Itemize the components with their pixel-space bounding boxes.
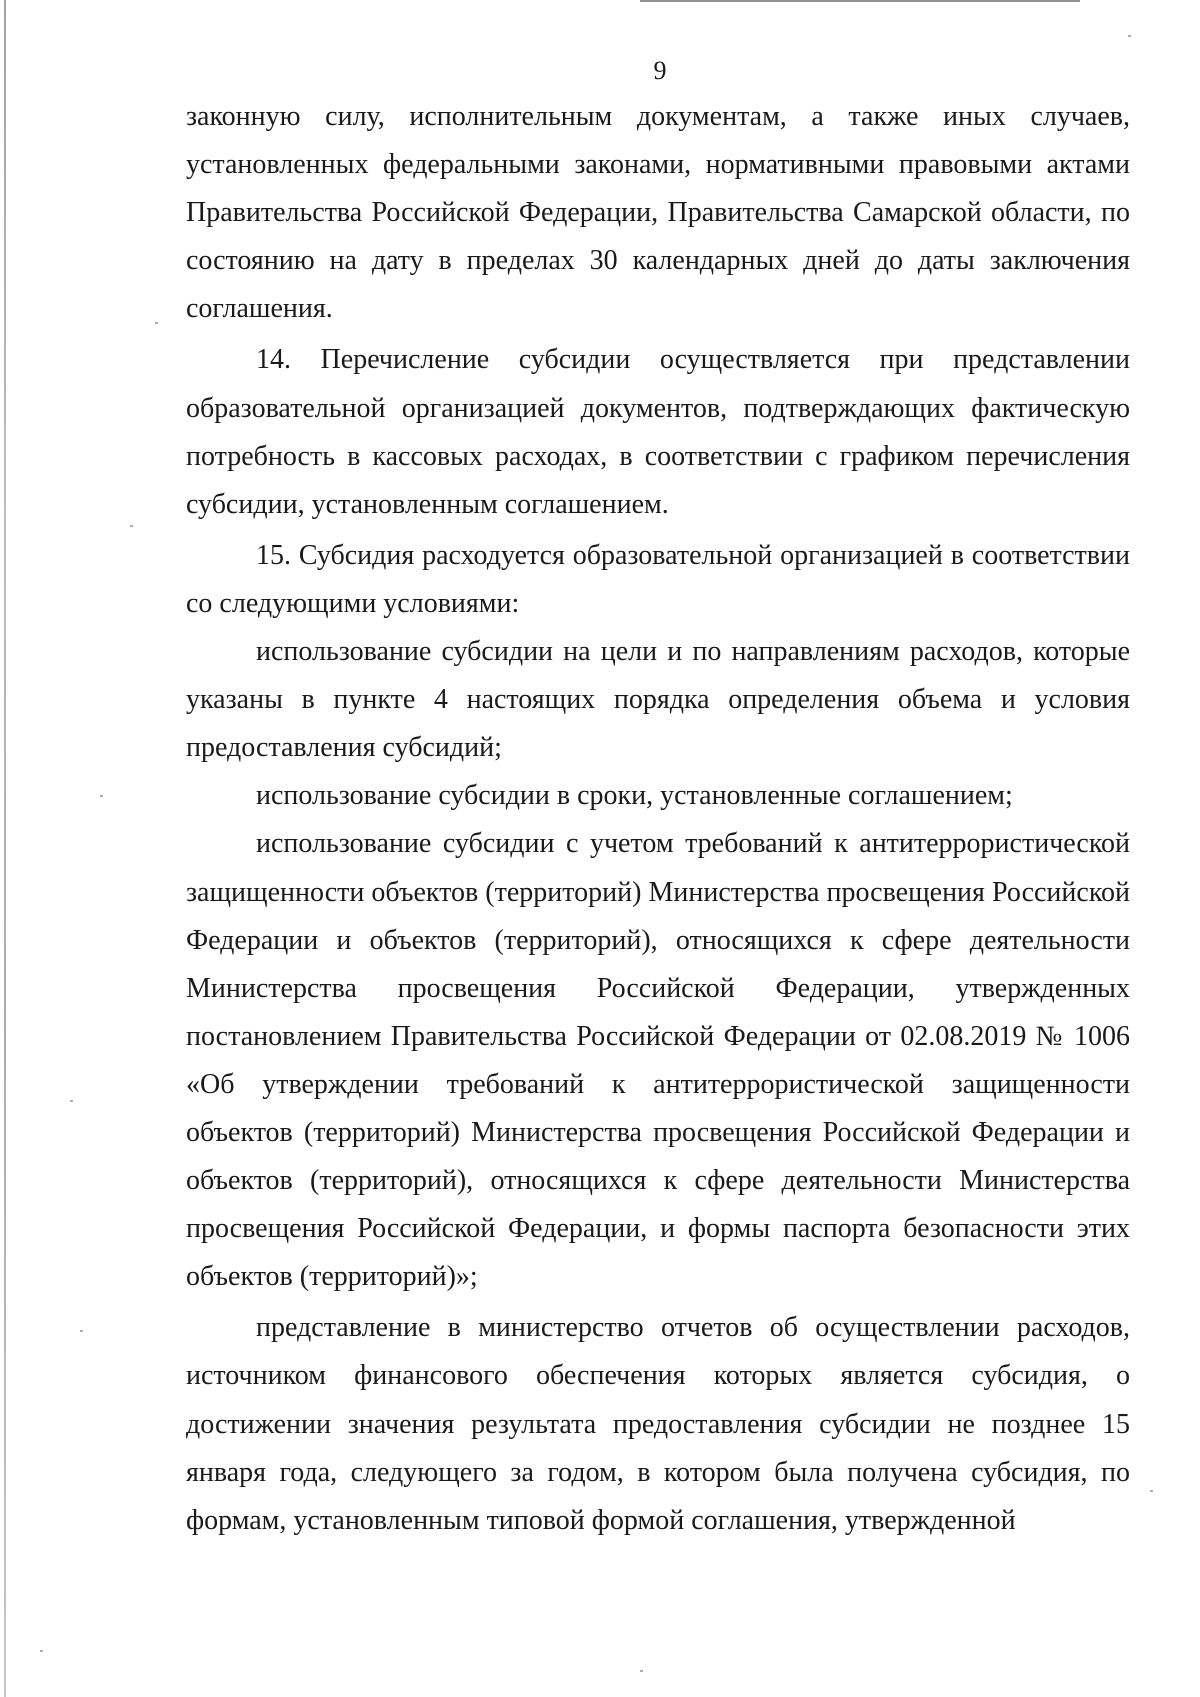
paragraph-condition-3: использование субсидии с учетом требований к антитеррористической защищенности объектов (территорий) Министерства просвещения Российской Федерации и объектов (территорий), относящихся к сфере деятельности Министерства просвещения Российской Федерации, утвержденных постановлением Правительства Российской Федерации от 02.08.2019 № 1006 «Об утверждении требований к антитеррористической защищенности объектов (территорий) Министерства просвещения Российской Федерации и объектов (территорий), относящихся к сфере деятельности Министерства просвещения Российской Федерации, и формы паспорта безопасности этих объектов (территорий)»; bbox=[186, 828, 1130, 1293]
paragraph-continuation: законную силу, исполнительным документам, а также иных случаев, установленных федеральными законами, нормативными правовыми актами Правительства Российской Федерации, Правительства Самарской области, по состоянию на дату в пределах 30 календарных дней до даты заключения соглашения. bbox=[186, 101, 1130, 325]
scan-speck bbox=[155, 322, 158, 324]
scan-top-edge bbox=[640, 0, 1080, 2]
scan-speck bbox=[100, 795, 103, 797]
scan-speck bbox=[1128, 35, 1131, 37]
scan-speck bbox=[40, 1650, 43, 1652]
scan-speck bbox=[70, 1100, 73, 1102]
body-text bbox=[186, 93, 1130, 1545]
paragraph-item-15: 15. Субсидия расходуется образовательной организацией в соответствии со следующими условиями: bbox=[186, 539, 1130, 619]
paragraph-condition-1: использование субсидии на цели и по направлениям расходов, которые указаны в пункте 4 настоящих порядка определения объема и условия предоставления субсидий; bbox=[186, 636, 1130, 764]
scan-speck bbox=[130, 525, 133, 527]
paragraph-item-14: 14. Перечисление субсидии осуществляется при представлении образовательной организацией документов, подтверждающих фактическую потребность в кассовых расходах, в соответствии с графиком перечисления субсидии, установленным соглашением. bbox=[186, 344, 1130, 520]
page-number: 9 bbox=[653, 56, 667, 85]
scan-speck bbox=[1150, 1490, 1153, 1492]
scan-left-edge bbox=[4, 0, 6, 1697]
scan-speck bbox=[640, 1670, 643, 1672]
scan-speck bbox=[80, 1330, 83, 1332]
paragraph-condition-2: использование субсидии в сроки, установленные соглашением; bbox=[256, 780, 1013, 812]
paragraph-condition-4: представление в министерство отчетов об осуществлении расходов, источником финансового обеспечения которых является субсидия, о достижении значения результата предоставления субсидии не позднее 15 января года, следующего за годом, в котором была получена субсидия, по формам, установленным типовой формой соглашения, утвержденной bbox=[186, 1312, 1130, 1536]
